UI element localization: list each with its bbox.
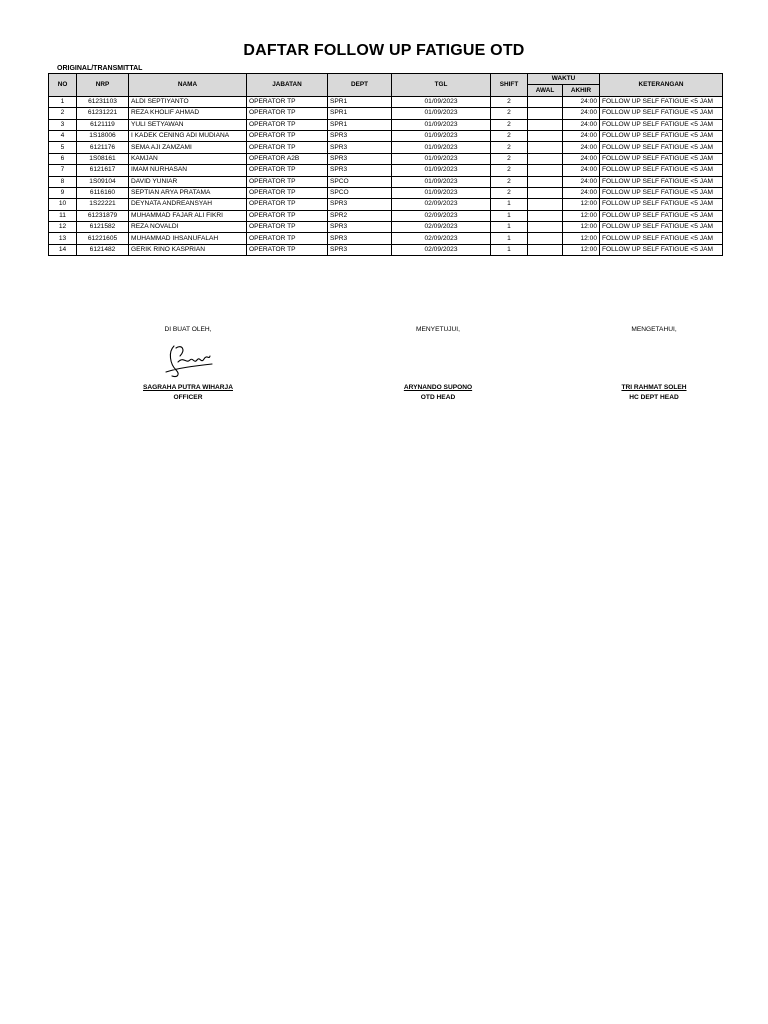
table-row <box>49 187 723 198</box>
table-row <box>49 233 723 244</box>
cell-shift: 2 <box>491 130 528 141</box>
table-row <box>49 142 723 153</box>
cell-keterangan: FOLLOW UP SELF FATIGUE <5 JAM <box>600 233 723 244</box>
cell-dept: SPR3 <box>328 233 392 244</box>
cell-nrp: 61231103 <box>77 96 129 107</box>
cell-keterangan: FOLLOW UP SELF FATIGUE <5 JAM <box>600 108 723 119</box>
cell-awal <box>528 96 563 107</box>
known-caption: MENGETAHUI, <box>631 326 677 333</box>
cell-nama: GERIK RINO KASPRIAN <box>129 244 247 255</box>
table-row <box>49 165 723 176</box>
cell-no: 13 <box>49 233 77 244</box>
cell-dept: SPR3 <box>328 222 392 233</box>
cell-jabatan: OPERATOR TP <box>247 210 328 221</box>
cell-nama: I KADEK CENING ADI MUDIANA <box>129 130 247 141</box>
cell-no: 4 <box>49 130 77 141</box>
cell-akhir: 12:00 <box>563 222 600 233</box>
cell-tgl: 02/09/2023 <box>392 210 491 221</box>
cell-keterangan: FOLLOW UP SELF FATIGUE <5 JAM <box>600 199 723 210</box>
header-dept: DEPT <box>328 74 392 97</box>
cell-akhir: 24:00 <box>563 142 600 153</box>
table-row <box>49 244 723 255</box>
cell-shift: 1 <box>491 233 528 244</box>
cell-no: 12 <box>49 222 77 233</box>
cell-awal <box>528 222 563 233</box>
cell-jabatan: OPERATOR TP <box>247 142 328 153</box>
cell-no: 8 <box>49 176 77 187</box>
cell-dept: SPR3 <box>328 142 392 153</box>
cell-shift: 1 <box>491 199 528 210</box>
cell-tgl: 01/09/2023 <box>392 108 491 119</box>
cell-dept: SPR3 <box>328 130 392 141</box>
cell-jabatan: OPERATOR TP <box>247 244 328 255</box>
cell-nrp: 1S08161 <box>77 153 129 164</box>
table-row <box>49 130 723 141</box>
cell-akhir: 24:00 <box>563 119 600 130</box>
cell-akhir: 24:00 <box>563 165 600 176</box>
cell-jabatan: OPERATOR TP <box>247 222 328 233</box>
cell-jabatan: OPERATOR TP <box>247 176 328 187</box>
header-waktu: WAKTU <box>528 74 600 85</box>
cell-dept: SPR3 <box>328 165 392 176</box>
cell-keterangan: FOLLOW UP SELF FATIGUE <5 JAM <box>600 142 723 153</box>
known-name: TRI RAHMAT SOLEH <box>621 384 687 391</box>
cell-nrp: 61231221 <box>77 108 129 119</box>
cell-dept: SPR3 <box>328 199 392 210</box>
cell-tgl: 01/09/2023 <box>392 187 491 198</box>
header-awal: AWAL <box>528 85 563 96</box>
cell-no: 6 <box>49 153 77 164</box>
header-row <box>49 74 723 85</box>
cell-keterangan: FOLLOW UP SELF FATIGUE <5 JAM <box>600 210 723 221</box>
cell-nrp: 6121617 <box>77 165 129 176</box>
cell-jabatan: OPERATOR TP <box>247 119 328 130</box>
cell-awal <box>528 244 563 255</box>
cell-nama: SEMA AJI ZAMZAMI <box>129 142 247 153</box>
cell-nama: SEPTIAN ARYA PRATAMA <box>129 187 247 198</box>
cell-no: 9 <box>49 187 77 198</box>
table-row <box>49 119 723 130</box>
header-nrp: NRP <box>77 74 129 97</box>
cell-no: 3 <box>49 119 77 130</box>
cell-jabatan: OPERATOR TP <box>247 199 328 210</box>
cell-nrp: 6121119 <box>77 119 129 130</box>
made-by-name: SAGRAHA PUTRA WIHARJA <box>143 384 233 391</box>
cell-nrp: 6121176 <box>77 142 129 153</box>
cell-jabatan: OPERATOR TP <box>247 187 328 198</box>
cell-keterangan: FOLLOW UP SELF FATIGUE <5 JAM <box>600 96 723 107</box>
cell-dept: SPR1 <box>328 119 392 130</box>
approved-name: ARYNANDO SUPONO <box>403 384 473 391</box>
cell-no: 11 <box>49 210 77 221</box>
table-row <box>49 222 723 233</box>
cell-akhir: 12:00 <box>563 244 600 255</box>
cell-keterangan: FOLLOW UP SELF FATIGUE <5 JAM <box>600 130 723 141</box>
cell-nrp: 61231879 <box>77 210 129 221</box>
header-no: NO <box>49 74 77 97</box>
cell-dept: SPR1 <box>328 96 392 107</box>
made-by-role: OFFICER <box>173 394 203 401</box>
cell-tgl: 01/09/2023 <box>392 153 491 164</box>
cell-nrp: 1S18006 <box>77 130 129 141</box>
fatigue-table <box>48 73 723 256</box>
cell-nama: ALDI SEPTIYANTO <box>129 96 247 107</box>
cell-akhir: 12:00 <box>563 233 600 244</box>
cell-dept: SPCO <box>328 176 392 187</box>
cell-no: 14 <box>49 244 77 255</box>
cell-nrp: 1S09104 <box>77 176 129 187</box>
cell-shift: 2 <box>491 96 528 107</box>
cell-nrp: 6116160 <box>77 187 129 198</box>
header-jabatan: JABATAN <box>247 74 328 97</box>
cell-nama: DEYNATA ANDREANSYAH <box>129 199 247 210</box>
cell-awal <box>528 165 563 176</box>
cell-shift: 1 <box>491 244 528 255</box>
cell-keterangan: FOLLOW UP SELF FATIGUE <5 JAM <box>600 153 723 164</box>
cell-tgl: 01/09/2023 <box>392 176 491 187</box>
cell-dept: SPR3 <box>328 244 392 255</box>
cell-akhir: 12:00 <box>563 210 600 221</box>
cell-dept: SPCO <box>328 187 392 198</box>
cell-akhir: 12:00 <box>563 199 600 210</box>
cell-nama: DAVID YUNIAR <box>129 176 247 187</box>
cell-shift: 2 <box>491 165 528 176</box>
cell-awal <box>528 108 563 119</box>
header-shift: SHIFT <box>491 74 528 97</box>
cell-nrp: 1S22221 <box>77 199 129 210</box>
cell-shift: 2 <box>491 187 528 198</box>
cell-nama: REZA NOVALDI <box>129 222 247 233</box>
cell-keterangan: FOLLOW UP SELF FATIGUE <5 JAM <box>600 119 723 130</box>
cell-nrp: 6121482 <box>77 244 129 255</box>
cell-tgl: 01/09/2023 <box>392 96 491 107</box>
cell-no: 7 <box>49 165 77 176</box>
cell-no: 10 <box>49 199 77 210</box>
cell-no: 1 <box>49 96 77 107</box>
cell-akhir: 24:00 <box>563 96 600 107</box>
document-subtitle: ORIGINAL/TRANSMITTAL <box>57 65 143 72</box>
cell-awal <box>528 199 563 210</box>
cell-shift: 2 <box>491 119 528 130</box>
known-role: HC DEPT HEAD <box>629 394 679 401</box>
cell-shift: 2 <box>491 176 528 187</box>
cell-keterangan: FOLLOW UP SELF FATIGUE <5 JAM <box>600 244 723 255</box>
cell-no: 2 <box>49 108 77 119</box>
table-row <box>49 176 723 187</box>
cell-tgl: 02/09/2023 <box>392 244 491 255</box>
cell-akhir: 24:00 <box>563 176 600 187</box>
cell-nama: MUHAMMAD IHSANUFALAH <box>129 233 247 244</box>
signature-block-made-by <box>108 326 268 401</box>
cell-awal <box>528 187 563 198</box>
table-body <box>49 96 723 255</box>
cell-shift: 2 <box>491 108 528 119</box>
cell-dept: SPR3 <box>328 153 392 164</box>
approved-role: OTD HEAD <box>420 394 456 401</box>
cell-nama: REZA KHOLIF AHMAD <box>129 108 247 119</box>
cell-akhir: 24:00 <box>563 130 600 141</box>
cell-keterangan: FOLLOW UP SELF FATIGUE <5 JAM <box>600 222 723 233</box>
signature-block-known <box>574 326 734 401</box>
cell-jabatan: OPERATOR A2B <box>247 153 328 164</box>
header-nama: NAMA <box>129 74 247 97</box>
cell-keterangan: FOLLOW UP SELF FATIGUE <5 JAM <box>600 176 723 187</box>
cell-jabatan: OPERATOR TP <box>247 96 328 107</box>
cell-tgl: 01/09/2023 <box>392 142 491 153</box>
cell-dept: SPR1 <box>328 108 392 119</box>
cell-tgl: 01/09/2023 <box>392 165 491 176</box>
cell-keterangan: FOLLOW UP SELF FATIGUE <5 JAM <box>600 165 723 176</box>
cell-shift: 2 <box>491 142 528 153</box>
cell-tgl: 01/09/2023 <box>392 130 491 141</box>
cell-tgl: 02/09/2023 <box>392 233 491 244</box>
header-akhir: AKHIR <box>563 85 600 96</box>
cell-tgl: 01/09/2023 <box>392 119 491 130</box>
cell-akhir: 24:00 <box>563 187 600 198</box>
cell-nama: YULI SETYAWAN <box>129 119 247 130</box>
cell-awal <box>528 153 563 164</box>
cell-awal <box>528 119 563 130</box>
header-tgl: TGL <box>392 74 491 97</box>
cell-dept: SPR2 <box>328 210 392 221</box>
cell-shift: 1 <box>491 222 528 233</box>
cell-akhir: 24:00 <box>563 108 600 119</box>
cell-awal <box>528 176 563 187</box>
header-keterangan: KETERANGAN <box>600 74 723 97</box>
approved-caption: MENYETUJUI, <box>416 326 460 333</box>
cell-nama: KAMJAN <box>129 153 247 164</box>
cell-keterangan: FOLLOW UP SELF FATIGUE <5 JAM <box>600 187 723 198</box>
cell-awal <box>528 142 563 153</box>
document-title: DAFTAR FOLLOW UP FATIGUE OTD <box>243 42 525 59</box>
cell-tgl: 02/09/2023 <box>392 222 491 233</box>
cell-no: 5 <box>49 142 77 153</box>
cell-shift: 2 <box>491 153 528 164</box>
cell-awal <box>528 210 563 221</box>
table-row <box>49 153 723 164</box>
made-by-caption: DI BUAT OLEH, <box>164 326 212 333</box>
cell-jabatan: OPERATOR TP <box>247 165 328 176</box>
cell-shift: 1 <box>491 210 528 221</box>
cell-nrp: 6121582 <box>77 222 129 233</box>
cell-nama: IMAM NURHASAN <box>129 165 247 176</box>
cell-nama: MUHAMMAD FAJAR ALI FIKRI <box>129 210 247 221</box>
cell-akhir: 24:00 <box>563 153 600 164</box>
cell-jabatan: OPERATOR TP <box>247 233 328 244</box>
table-row <box>49 199 723 210</box>
cell-awal <box>528 233 563 244</box>
table-row <box>49 210 723 221</box>
table-row <box>49 108 723 119</box>
cell-tgl: 02/09/2023 <box>392 199 491 210</box>
cell-nrp: 61221605 <box>77 233 129 244</box>
cell-awal <box>528 130 563 141</box>
signature-block-approved <box>358 326 518 401</box>
table-row <box>49 96 723 107</box>
cell-jabatan: OPERATOR TP <box>247 108 328 119</box>
cell-jabatan: OPERATOR TP <box>247 130 328 141</box>
